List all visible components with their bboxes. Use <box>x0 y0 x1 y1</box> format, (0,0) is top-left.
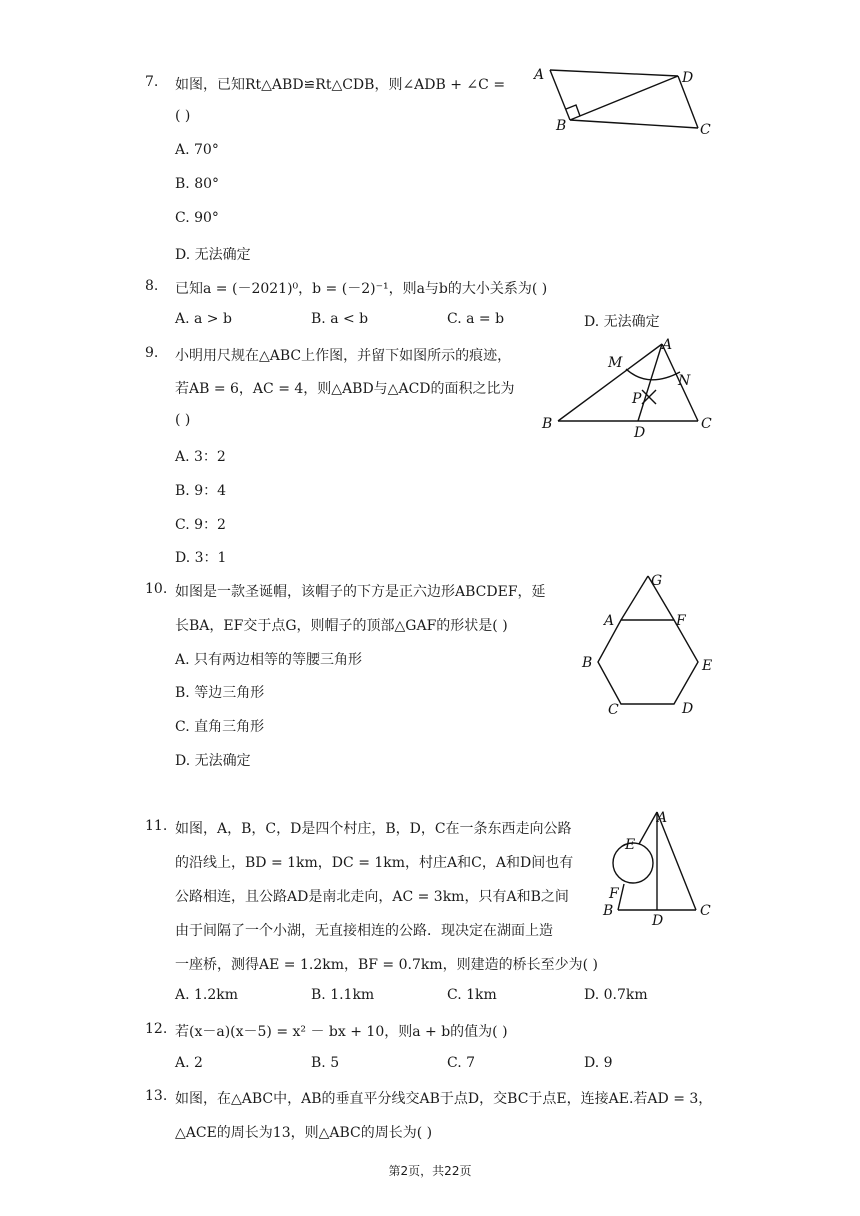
label-n: N <box>678 373 691 389</box>
question-stem: 长BA，EF交于点G，则帽子的顶部△GAF的形状是( ) <box>175 618 508 634</box>
question-stem: 一座桥，测得AE = 1.2km，BF = 0.7km，则建造的桥长至少为( ) <box>175 957 599 973</box>
question-number: 13. <box>145 1088 168 1104</box>
option-b[interactable]: B. 1.1km <box>311 987 375 1003</box>
question-stem: 的沿线上，BD = 1km，DC = 1km，村庄A和C，A和D间也有 <box>175 855 574 871</box>
question-stem: 已知a = (－2021)⁰，b = (－2)⁻¹，则a与b的大小关系为( ) <box>175 281 548 297</box>
option-a[interactable]: A. 3：2 <box>175 449 226 465</box>
label-b: B <box>582 655 593 671</box>
option-a[interactable]: A. 70° <box>175 142 219 158</box>
question-stem: 若AB = 6，AC = 4，则△ABD与△ACD的面积之比为 <box>175 381 515 397</box>
option-d[interactable]: D. 无法确定 <box>584 314 660 330</box>
option-d[interactable]: D. 3：1 <box>175 550 227 566</box>
label-g: G <box>651 573 663 589</box>
label-d: D <box>634 425 646 440</box>
question-stem: ( ) <box>175 412 191 428</box>
option-b[interactable]: B. 5 <box>311 1055 340 1071</box>
option-c[interactable]: C. 7 <box>447 1055 476 1071</box>
question-stem: 如图，A，B，C，D是四个村庄，B，D，C在一条东西走向公路 <box>175 821 572 837</box>
label-d: D <box>652 913 664 929</box>
option-a[interactable]: A. 1.2km <box>175 987 239 1003</box>
label-b: B <box>556 118 567 134</box>
figure-q7 <box>530 62 720 140</box>
option-d[interactable]: D. 0.7km <box>584 987 648 1003</box>
question-stem: 如图，已知Rt△ABD≌Rt△CDB，则∠ADB + ∠C = <box>175 77 506 93</box>
label-m: M <box>608 355 623 371</box>
label-f: F <box>676 613 686 629</box>
option-d[interactable]: D. 无法确定 <box>175 247 251 263</box>
page-footer: 第2页，共22页 <box>388 1164 472 1178</box>
option-c[interactable]: C. 90° <box>175 210 219 226</box>
figure-q11 <box>600 806 720 930</box>
question-number: 12. <box>145 1021 168 1037</box>
question-number: 8. <box>145 278 159 294</box>
option-c[interactable]: C. 直角三角形 <box>175 719 265 735</box>
label-e: E <box>625 837 636 853</box>
figure-q9 <box>538 332 720 440</box>
question-stem: 小明用尺规在△ABC上作图，并留下如图所示的痕迹， <box>175 348 512 364</box>
question-stem: 公路相连，且公路AD是南北走向，AC = 3km，只有A和B之间 <box>175 889 569 905</box>
label-a: A <box>662 337 673 353</box>
option-a[interactable]: A. 只有两边相等的等腰三角形 <box>175 652 363 668</box>
label-p: P <box>632 391 642 407</box>
question-stem: 若(x－a)(x－5) = x² － bx + 10，则a + b的值为( ) <box>175 1024 508 1040</box>
option-a[interactable]: A. 2 <box>175 1055 203 1071</box>
label-a: A <box>657 810 668 826</box>
label-c: C <box>700 122 711 138</box>
figure-q10 <box>578 570 718 718</box>
question-stem: ( ) <box>175 108 191 124</box>
option-b[interactable]: B. a < b <box>311 311 369 327</box>
label-f: F <box>609 886 619 902</box>
option-c[interactable]: C. 9：2 <box>175 517 226 533</box>
question-number: 11. <box>145 818 168 834</box>
option-b[interactable]: B. 等边三角形 <box>175 685 265 701</box>
option-a[interactable]: A. a > b <box>175 311 232 327</box>
question-stem: △ACE的周长为13，则△ABC的周长为( ) <box>175 1125 433 1141</box>
label-c: C <box>701 416 712 432</box>
label-c: C <box>700 903 711 919</box>
label-e: E <box>702 658 713 674</box>
option-d[interactable]: D. 无法确定 <box>175 753 251 769</box>
label-b: B <box>603 903 614 919</box>
question-stem: 如图，在△ABC中，AB的垂直平分线交AB于点D，交BC于点E，连接AE.若AD = 3， <box>175 1091 713 1107</box>
option-c[interactable]: C. a = b <box>447 311 505 327</box>
question-number: 7. <box>145 74 159 90</box>
option-d[interactable]: D. 9 <box>584 1055 613 1071</box>
label-d: D <box>682 70 694 86</box>
label-a: A <box>604 613 615 629</box>
label-b: B <box>542 416 553 432</box>
question-stem: 由于间隔了一个小湖，无直接相连的公路．现决定在湖面上造 <box>175 923 553 939</box>
question-stem: 如图是一款圣诞帽，该帽子的下方是正六边形ABCDEF，延 <box>175 584 546 600</box>
question-number: 9. <box>145 345 159 361</box>
label-a: A <box>534 67 545 83</box>
option-c[interactable]: C. 1km <box>447 987 497 1003</box>
question-number: 10. <box>145 581 168 597</box>
option-b[interactable]: B. 80° <box>175 176 220 192</box>
label-c: C <box>608 702 619 718</box>
option-b[interactable]: B. 9：4 <box>175 483 227 499</box>
label-d: D <box>682 701 694 717</box>
